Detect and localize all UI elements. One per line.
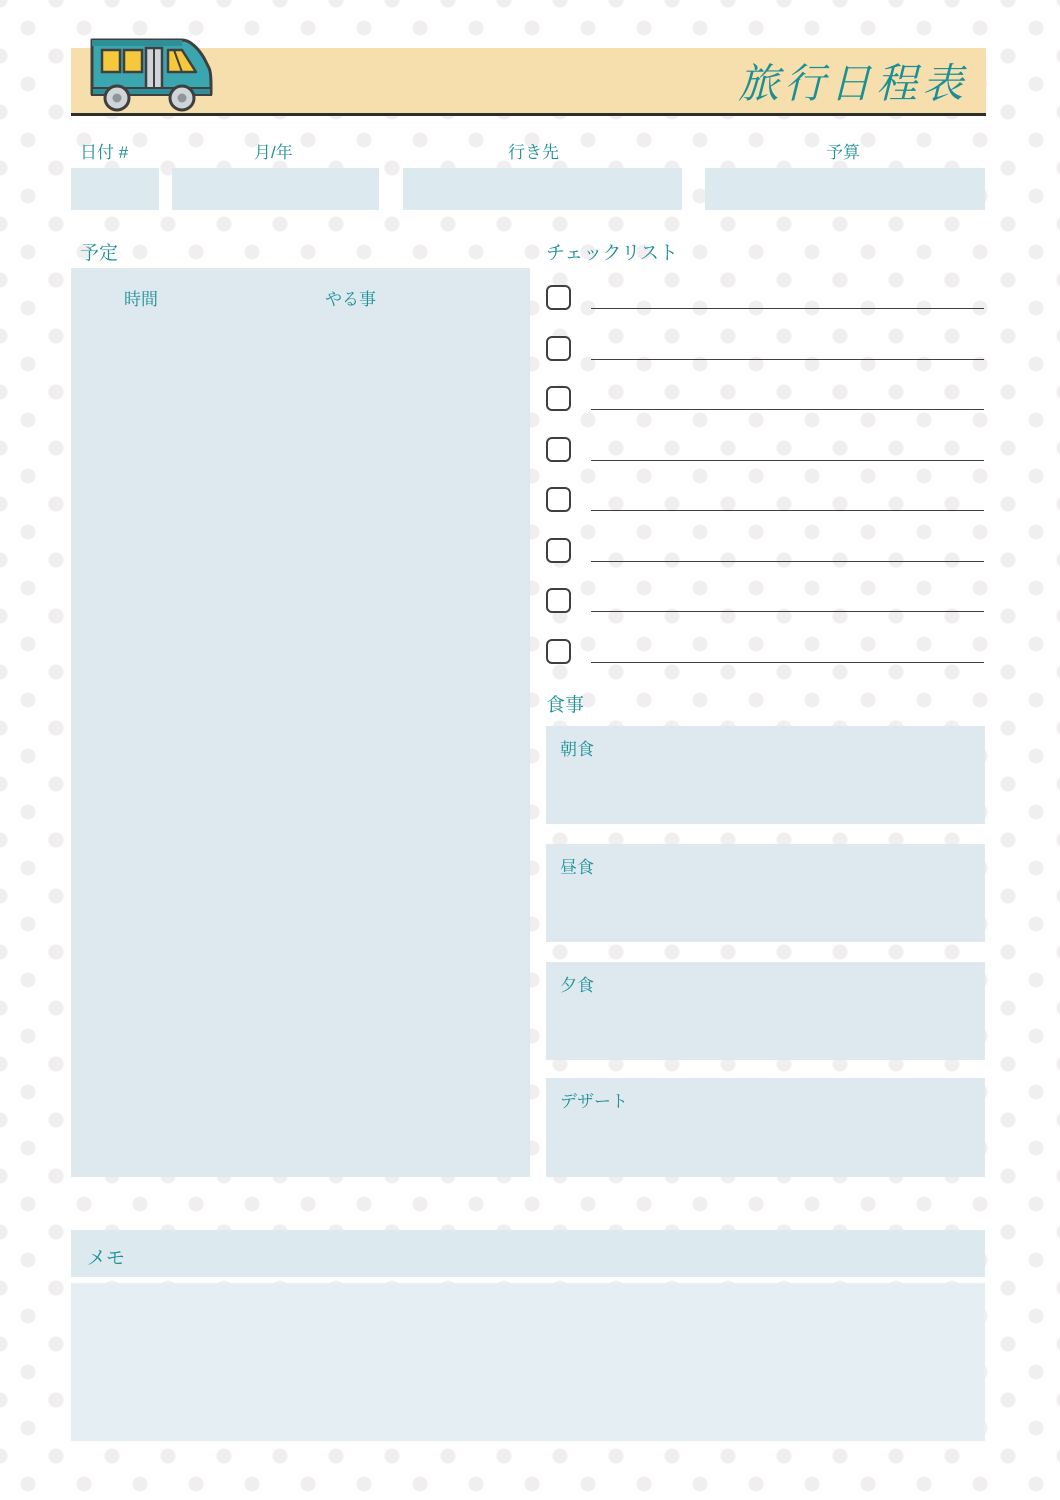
checklist bbox=[546, 282, 986, 686]
meal-label-breakfast: 朝食 bbox=[560, 740, 594, 759]
checklist-row bbox=[546, 636, 986, 687]
checklist-write-line[interactable] bbox=[591, 460, 984, 461]
bus-icon bbox=[78, 24, 218, 116]
schedule-heading: 予定 bbox=[80, 243, 119, 264]
checklist-heading: チェックリスト bbox=[546, 243, 679, 264]
checklist-row bbox=[546, 535, 986, 586]
checklist-row bbox=[546, 484, 986, 535]
checklist-write-line[interactable] bbox=[591, 662, 984, 663]
checkbox[interactable] bbox=[546, 538, 571, 563]
checklist-row bbox=[546, 585, 986, 636]
checklist-write-line[interactable] bbox=[591, 308, 984, 309]
checkbox[interactable] bbox=[546, 588, 571, 613]
checklist-write-line[interactable] bbox=[591, 510, 984, 511]
schedule-column-todo: やる事 bbox=[325, 290, 376, 309]
field-input-budget[interactable] bbox=[705, 168, 985, 210]
field-label-date: 日付 # bbox=[80, 143, 129, 162]
meal-box-dessert[interactable] bbox=[546, 1078, 985, 1177]
memo-label: メモ bbox=[87, 1248, 126, 1269]
checkbox[interactable] bbox=[546, 487, 571, 512]
checkbox[interactable] bbox=[546, 639, 571, 664]
checkbox[interactable] bbox=[546, 437, 571, 462]
checklist-write-line[interactable] bbox=[591, 359, 984, 360]
meal-label-dessert: デザート bbox=[560, 1092, 628, 1111]
meal-label-lunch: 昼食 bbox=[560, 858, 594, 877]
checkbox[interactable] bbox=[546, 386, 571, 411]
field-input-destination[interactable] bbox=[403, 168, 682, 210]
checklist-write-line[interactable] bbox=[591, 561, 984, 562]
memo-input[interactable] bbox=[71, 1283, 985, 1441]
checkbox[interactable] bbox=[546, 285, 571, 310]
field-label-destination: 行き先 bbox=[508, 143, 559, 162]
meal-box-lunch[interactable] bbox=[546, 844, 985, 942]
checklist-row bbox=[546, 434, 986, 485]
meals-heading: 食事 bbox=[546, 695, 585, 716]
meal-label-dinner: 夕食 bbox=[560, 976, 594, 995]
meal-box-breakfast[interactable] bbox=[546, 726, 985, 824]
memo-header bbox=[71, 1230, 985, 1277]
meal-box-dinner[interactable] bbox=[546, 962, 985, 1060]
field-input-date[interactable] bbox=[71, 168, 159, 210]
page-title: 旅行日程表 bbox=[738, 58, 968, 107]
checklist-row bbox=[546, 282, 986, 333]
field-input-month-year[interactable] bbox=[172, 168, 379, 210]
checklist-row bbox=[546, 383, 986, 434]
schedule-panel[interactable] bbox=[71, 268, 530, 1177]
field-label-budget: 予算 bbox=[826, 143, 860, 162]
field-label-month-year: 月/年 bbox=[254, 143, 293, 162]
checkbox[interactable] bbox=[546, 336, 571, 361]
checklist-write-line[interactable] bbox=[591, 611, 984, 612]
checklist-row bbox=[546, 333, 986, 384]
schedule-column-time: 時間 bbox=[124, 290, 158, 309]
checklist-write-line[interactable] bbox=[591, 409, 984, 410]
